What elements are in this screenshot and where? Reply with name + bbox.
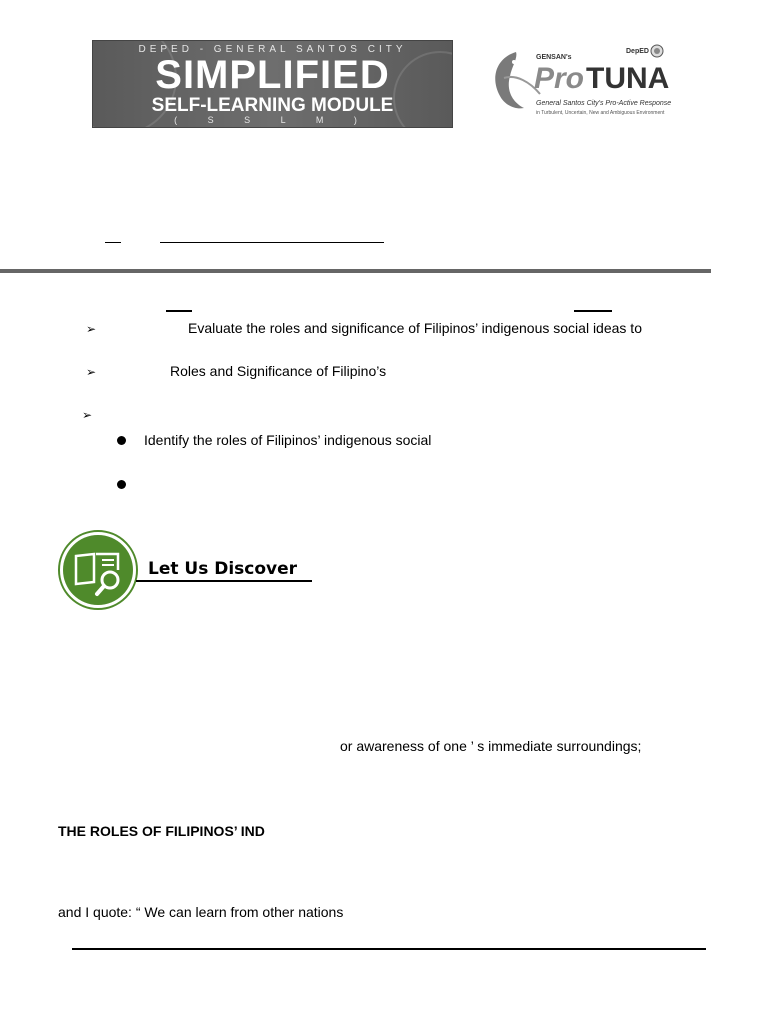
arrow-bullet-icon: ➢ [86,322,97,336]
protuna-logo [486,44,672,126]
logo-pro: Pro [534,62,585,95]
body-line-awareness: or awareness of one ’ s immediate surroundings; [340,738,642,754]
blank-mark [166,310,192,312]
bullet-dot-icon [117,480,126,489]
footer-rule [72,948,706,950]
blank-short-line [105,242,121,243]
sub-objective-1: Identify the roles of Filipinos’ indigenous social [144,432,432,448]
banner-title: SIMPLIFIED [155,53,390,97]
roles-heading: THE ROLES OF FILIPINOS’ IND [58,823,265,839]
banner-subtitle: SELF-LEARNING MODULE [151,95,394,116]
banner-acronym: ( S S L M ) [174,115,371,125]
logo-tuna: TUNA [586,62,670,95]
banner-top-line: DEPED - GENERAL SANTOS CITY [138,44,407,55]
objective-item-1: Evaluate the roles and significance of Filipinos’ indigenous social ideas to [188,320,642,336]
logo-tagline: General Santos City's Pro-Active Response [536,100,672,107]
blank-name-line [160,242,384,243]
bullet-dot-icon [117,436,126,445]
body-line-quote: and I quote: “ We can learn from other nations [58,904,344,920]
objective-item-2: Roles and Significance of Filipino’s [170,363,387,379]
seal-icon [650,44,664,58]
section-divider [0,269,711,273]
discover-underline [136,580,312,582]
sslm-banner [92,40,453,128]
arrow-bullet-icon: ➢ [86,365,97,379]
let-us-discover-title: Let Us Discover [148,559,298,579]
book-search-icon [58,530,138,610]
logo-gensan: GENSAN's [536,54,572,61]
logo-deped: DepED [626,48,649,55]
blank-mark [574,310,612,312]
arrow-bullet-icon: ➢ [82,408,93,422]
logo-subline: in Turbulent, Uncertain, New and Ambiguous Environment [536,110,665,116]
